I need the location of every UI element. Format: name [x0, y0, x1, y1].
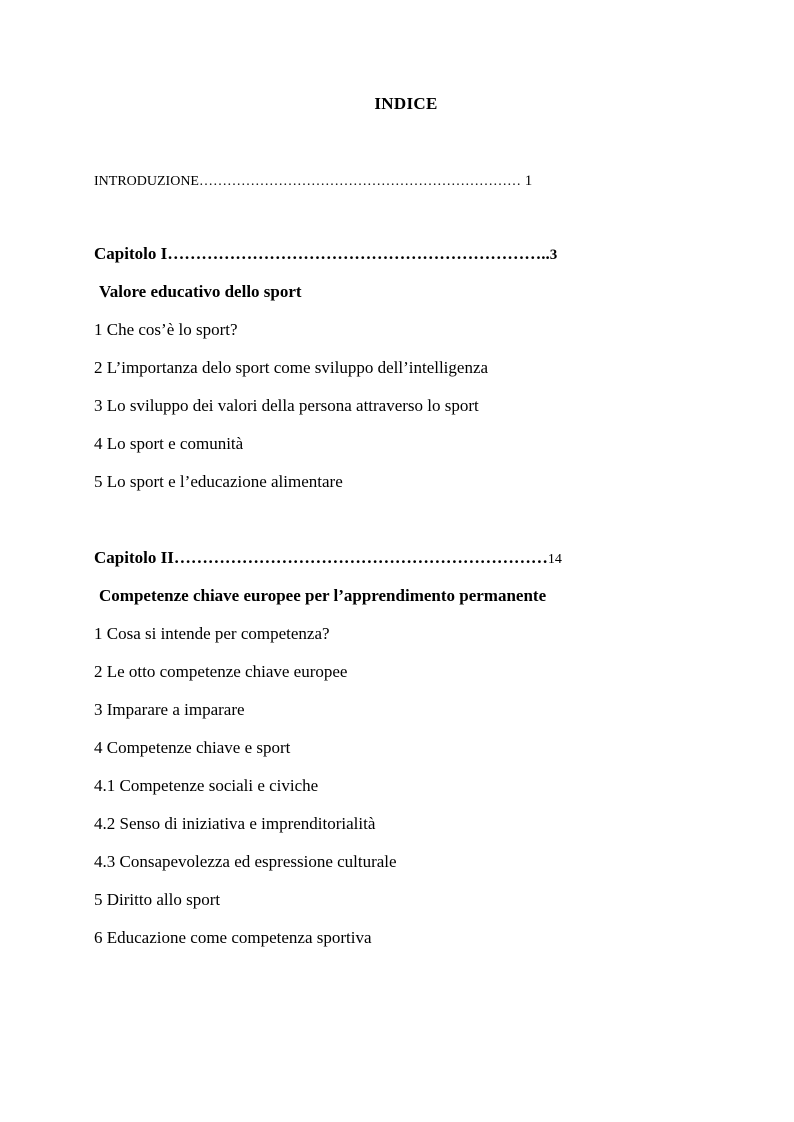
- toc-leader-dots: ……………………………………………………………: [198, 174, 521, 189]
- toc-page-number: 3: [549, 247, 558, 263]
- toc-item: 4 Competenze chiave e sport: [94, 738, 291, 757]
- toc-item: 3 Lo sviluppo dei valori della persona attraverso lo sport: [94, 396, 479, 415]
- toc-item: 3 Imparare a imparare: [94, 700, 245, 719]
- chapter-2-subtitle: Competenze chiave europee per l’apprendimento permanente: [99, 586, 547, 605]
- toc-leader-dots: …………………………………………………………: [173, 548, 548, 567]
- toc-item: 4.1 Competenze sociali e civiche: [94, 776, 319, 795]
- chapter-1-subtitle: Valore educativo dello sport: [99, 282, 302, 301]
- toc-page-number: 14: [547, 552, 562, 567]
- page-title: INDICE: [374, 94, 438, 113]
- toc-leader-dots: …………………………………………………………..: [167, 244, 550, 263]
- chapter-label: Capitolo II: [94, 548, 174, 567]
- toc-item: 4.3 Consapevolezza ed espressione culturale: [94, 852, 397, 871]
- toc-item: 1 Cosa si intende per competenza?: [94, 624, 330, 643]
- toc-item: 2 L’importanza delo sport come sviluppo dell’intelligenza: [94, 358, 489, 377]
- toc-item: 5 Diritto allo sport: [94, 890, 221, 909]
- toc-page-number: 1: [520, 173, 533, 189]
- toc-item: 5 Lo sport e l’educazione alimentare: [94, 472, 343, 491]
- chapter-label: Capitolo I: [94, 244, 168, 263]
- toc-entry-label: INTRODUZIONE: [94, 174, 199, 189]
- toc-item: 1 Che cos’è lo sport?: [94, 320, 238, 339]
- toc-item: 4.2 Senso di iniziativa e imprenditorialità: [94, 814, 376, 833]
- toc-item: 6 Educazione come competenza sportiva: [94, 928, 372, 947]
- toc-item: 2 Le otto competenze chiave europee: [94, 662, 348, 681]
- toc-chapter-2: [94, 547, 562, 571]
- toc-item: 4 Lo sport e comunità: [94, 434, 244, 453]
- toc-chapter-1: [94, 243, 557, 266]
- toc-entry-introduzione: [94, 170, 532, 193]
